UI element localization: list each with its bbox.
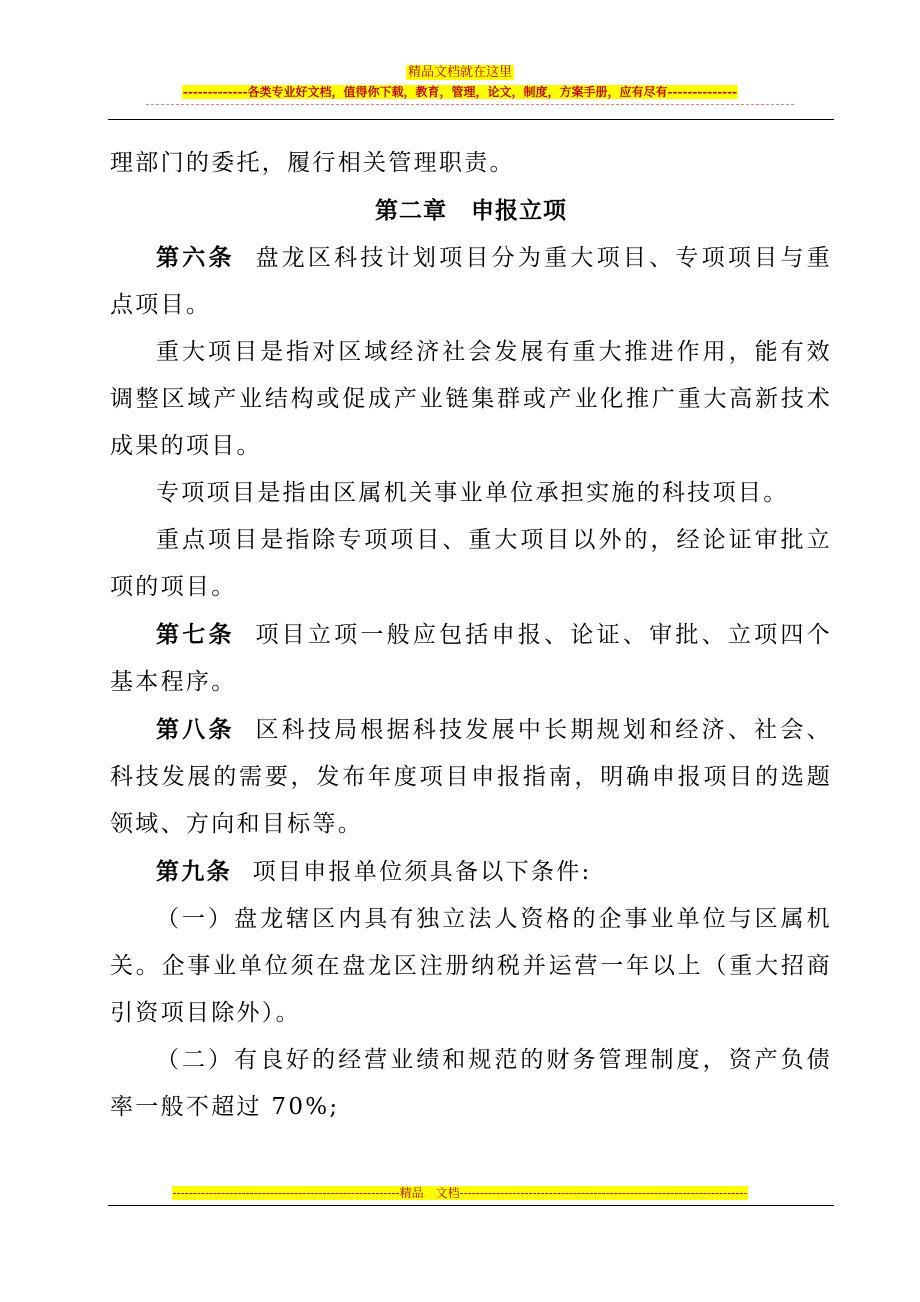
article-9-text: 项目申报单位须具备以下条件: (252, 859, 592, 885)
condition-item-1: （一）盘龙辖区内具有独立法人资格的企事业单位与区属机关。企事业单位须在盘龙区注册纳税并运营一年以上（重大招商引资项目除外）。 (110, 906, 832, 1026)
header-dashed-divider (146, 104, 794, 105)
article-8-text: 区科技局根据科技发展中长期规划和经济、社会、科技发展的需要，发布年度项目申报指南，明确申报项目的选题领域、方向和目标等。 (110, 717, 832, 837)
article-6 (110, 234, 832, 329)
article-7-label: 第七条 (156, 621, 235, 648)
article-8-label: 第八条 (156, 716, 235, 743)
article-9-label: 第九条 (156, 858, 232, 885)
article-6-text: 盘龙区科技计划项目分为重大项目、专项项目与重点项目。 (110, 245, 832, 318)
header-title-text: 精品文档就在这里 (407, 65, 512, 80)
article-7-text: 项目立项一般应包括申报、论证、审批、立项四个基本程序。 (110, 622, 832, 695)
condition-item-2: （二）有良好的经营业绩和规范的财务管理制度，资产负债率一般不超过 70%; (110, 1047, 832, 1120)
header-banner-text: -------------各类专业好文档，值得你下载，教育，管理，论文，制度，方案手册，应有尽有-------------- (182, 85, 738, 99)
chapter-title: 第二章 申报立项 (375, 197, 567, 224)
footer-banner-text: --------------------------------------------------------精品 文档----------------------------------------------------------------------- (172, 1186, 748, 1200)
article-7 (110, 611, 832, 706)
paragraph-key-projects: 重点项目是指除专项项目、重大项目以外的，经论证审批立项的项目。 (110, 527, 832, 600)
paragraph-special-projects: 专项项目是指由区属机关事业单位承担实施的科技项目。 (156, 480, 789, 506)
header-title (0, 64, 920, 82)
header-banner (0, 84, 920, 101)
paragraph-major-projects: 重大项目是指对区域经济社会发展有重大推进作用，能有效调整区域产业结构或促成产业链集群或产业化推广重大高新技术成果的项目。 (110, 339, 832, 459)
article-8 (110, 706, 832, 848)
footer-rule (108, 1205, 834, 1206)
article-6-label: 第六条 (156, 244, 235, 271)
document-body (110, 140, 832, 1131)
article-9 (110, 848, 832, 896)
paragraph-continuation: 理部门的委托，履行相关管理职责。 (110, 150, 515, 176)
header-rule (108, 119, 834, 120)
footer-banner (0, 1185, 920, 1202)
